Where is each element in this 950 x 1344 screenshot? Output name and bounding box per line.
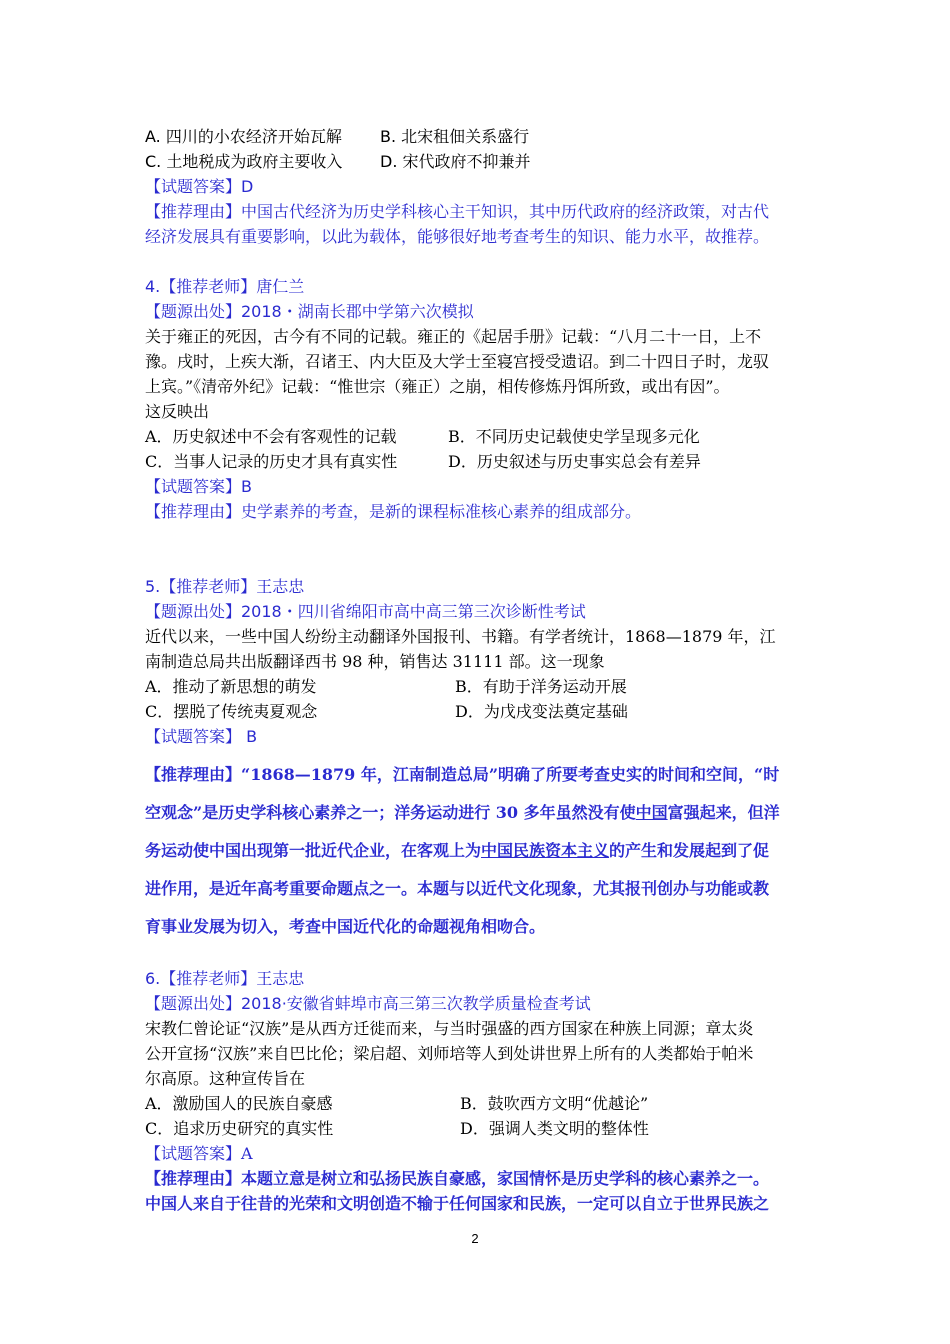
q5-reason-link-capitalism: 中国民族资本主义 — [481, 841, 610, 860]
q3-option-c: C. 土地税成为政府主要收入 — [145, 152, 343, 171]
q5-reason-line-5: 育事业发展为切入，考查中国近代化的命题视角相吻合。 — [145, 917, 546, 936]
q5-reason-link-china: 中国 — [635, 803, 668, 822]
q4-stem-line-2: 豫。戌时，上疾大渐，召诸王、内大臣及大学士至寝宫授受遗诏。到二十四日子时，龙驭 — [145, 352, 770, 371]
q5-teacher: 5.【推荐老师】王志忠 — [145, 577, 305, 596]
q6-answer: 【试题答案】A — [145, 1144, 253, 1163]
q5-option-c: C．摆脱了传统夷夏观念 — [145, 702, 318, 721]
page-number: 2 — [471, 1231, 479, 1246]
q5-reason-line-3: 务运动使中国出现第一批近代企业，在客观上为中国民族资本主义的产生和发展起到了促 — [145, 841, 770, 860]
q5-source: 【题源出处】2018・四川省绵阳市高中高三第三次诊断性考试 — [145, 602, 586, 621]
q4-source: 【题源出处】2018・湖南长郡中学第六次模拟 — [145, 302, 474, 321]
q4-option-c: C．当事人记录的历史才具有真实性 — [145, 452, 398, 471]
q5-stem-line-2: 南制造总局共出版翻译西书 98 种，销售达 31111 部。这一现象 — [145, 652, 605, 671]
q4-answer: 【试题答案】B — [145, 477, 252, 496]
q3-answer: 【试题答案】D — [145, 177, 254, 196]
q6-source: 【题源出处】2018·安徽省蚌埠市高三第三次教学质量检查考试 — [145, 994, 591, 1013]
q6-stem-line-3: 尔高原。这种宣传旨在 — [145, 1069, 306, 1088]
q4-stem-line-4: 这反映出 — [145, 402, 210, 421]
q5-stem-line-1: 近代以来，一些中国人纷纷主动翻译外国报刊、书籍。有学者统计，1868—1879 年，江 — [145, 627, 776, 646]
q4-option-d: D．历史叙述与历史事实总会有差异 — [448, 452, 701, 471]
q5-reason-line-1: 【推荐理由】“1868—1879 年，江南制造总局”明确了所要考查史实的时间和空间，“时 — [145, 765, 780, 784]
q3-option-d: D. 宋代政府不抑兼并 — [380, 152, 531, 171]
q6-stem-line-1: 宋教仁曾论证“汉族”是从西方迁徙而来，与当时强盛的西方国家在种族上同源；章太炎 — [145, 1019, 754, 1038]
q4-option-b: B．不同历史记载使史学呈现多元化 — [448, 427, 700, 446]
q4-teacher: 4.【推荐老师】唐仁兰 — [145, 277, 305, 296]
q4-reason: 【推荐理由】史学素养的考查，是新的课程标准核心素养的组成部分。 — [145, 502, 642, 521]
q5-option-d: D．为戊戌变法奠定基础 — [455, 702, 628, 721]
q6-teacher: 6.【推荐老师】王志忠 — [145, 969, 305, 988]
q6-option-b: B．鼓吹西方文明“优越论” — [460, 1094, 649, 1113]
q5-reason-line-4: 进作用，是近年高考重要命题点之一。本题与以近代文化现象，尤其报刊创办与功能或教 — [145, 879, 770, 898]
q6-option-c: C．追求历史研究的真实性 — [145, 1119, 334, 1138]
q6-option-a: A．激励国人的民族自豪感 — [145, 1094, 333, 1113]
q6-reason-line-2: 中国人来自于往昔的光荣和文明创造不输于任何国家和民族，一定可以自立于世界民族之 — [145, 1194, 770, 1213]
q4-stem-line-1: 关于雍正的死因，古今有不同的记载。雍正的《起居手册》记载：“八月二十一日，上不 — [145, 327, 762, 346]
q6-option-d: D．强调人类文明的整体性 — [460, 1119, 649, 1138]
q3-option-a: A. 四川的小农经济开始瓦解 — [145, 127, 342, 146]
q3-option-b: B. 北宋租佃关系盛行 — [380, 127, 530, 146]
q3-reason-line-1: 【推荐理由】中国古代经济为历史学科核心主干知识，其中历代政府的经济政策，对古代 — [145, 202, 770, 221]
q3-reason-line-2: 经济发展具有重要影响，以此为载体，能够很好地考查考生的知识、能力水平，故推荐。 — [145, 227, 770, 246]
q5-answer: 【试题答案】 B — [145, 727, 258, 746]
q4-option-a: A．历史叙述中不会有客观性的记载 — [145, 427, 397, 446]
q5-option-a: A．推动了新思想的萌发 — [145, 677, 317, 696]
q5-option-b: B．有助于洋务运动开展 — [455, 677, 627, 696]
q4-stem-line-3: 上宾。”《清帝外纪》记载：“惟世宗（雍正）之崩，相传修炼丹饵所致，或出有因”。 — [145, 377, 730, 396]
q6-stem-line-2: 公开宣扬“汉族”来自巴比伦；梁启超、刘师培等人到处讲世界上所有的人类都始于帕米 — [145, 1044, 754, 1063]
q5-reason-line-2: 空观念”是历史学科核心素养之一；洋务运动进行 30 多年虽然没有使中国富强起来，但洋 — [145, 803, 780, 822]
q6-reason-line-1: 【推荐理由】本题立意是树立和弘扬民族自豪感，家国情怀是历史学科的核心素养之一。 — [145, 1169, 770, 1188]
